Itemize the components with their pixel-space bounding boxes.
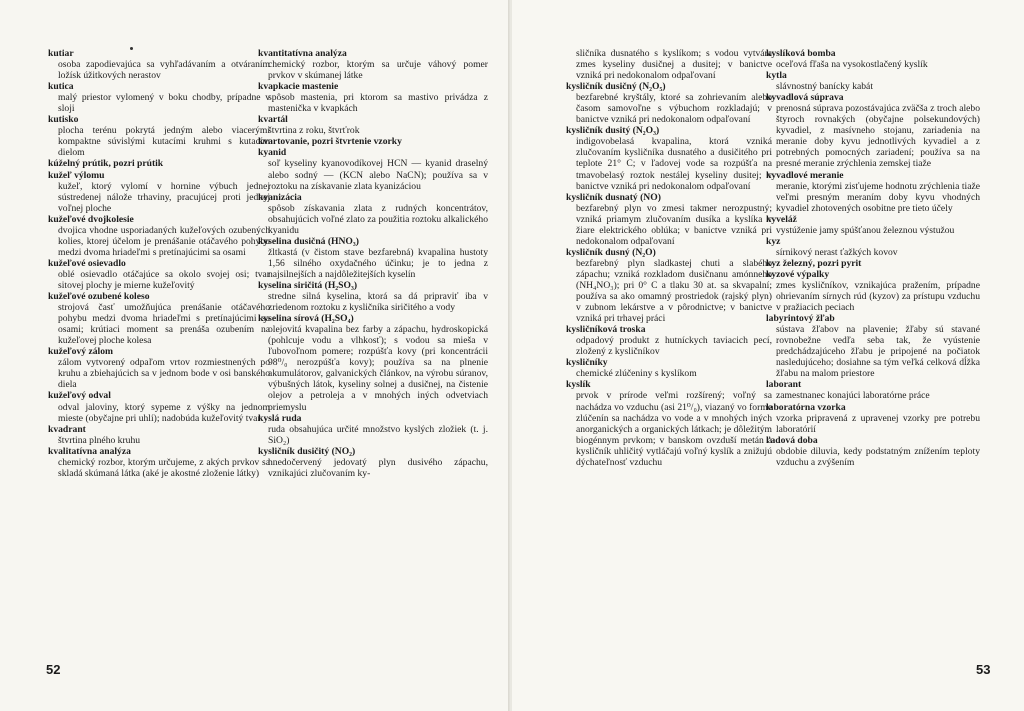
dictionary-entry [566,379,772,467]
entry-definition: soľ kyseliny kyanovodíkovej HCN — kyanid draselný alebo sodný — (KCN alebo NaCN); používa sa v roztoku na získavanie zlata kyanizáciou [268,158,488,192]
dictionary-entry [258,114,488,136]
entry-definition: hnedočervený jedovatý plyn dusivého zápachu, vznikajúci zlučovaním ky- [268,456,488,479]
entry-headword: kysličník dusičitý (NO₂) [258,445,356,457]
dictionary-entry [766,170,980,214]
dictionary-entry [566,247,772,324]
entry-definition: stredne silná kyselina, ktorá sa dá pripraviť iba v zriedenom roztoku z kysličníka siričitého a vody [268,291,488,314]
entry-definition: bezfarebné kryštály, ktoré sa zohrievaním alebo časom samovoľne s výbuchom rozkladajú; v banictve vzniká pri nedokonalom odpaľovaní [576,92,772,126]
entry-headword: kysličník dusitý (N₂O₃) [566,125,660,137]
entry-definition: štvrtina plného kruhu [58,434,141,446]
entry-definition: kužeľ, ktorý vylomí v hornine výbuch jednej sústredenej nálože trhaviny, pracujúcej proti jednej voľnej ploche [58,180,270,214]
dictionary-entry [258,313,488,412]
dictionary-entry [48,258,270,291]
entry-definition: bezfarebný plyn sladkastej chuti a slabého zápachu; vzniká rozkladom dusičnanu amónneho (NH₄NO₃); pri 0° C a tlaku 30 at. sa skvapalní; používa sa ako omamný prostriedok (rajský plyn) v zubnom lekárstve a v pôrodnictve; v banictve vzniká pri trhavej práci [576,257,772,325]
entry-definition: indigovobelasá kvapalina, ktorá vzniká zlučovaním kysličníka dusnatého a dusičitého pri teplote 21° C; v ľadovej vode sa rozpúšťa na tmavobelasý roztok nestálej kyseliny dusitej; v banictve vzniká pri nedokonalom odpaľovaní [576,136,772,192]
entry-definition: vystúženie jamy spúšťanou železnou výstužou [776,224,955,236]
column-3 [566,48,772,468]
entry-definition: osoba zapodievajúca sa vyhľadávaním a otváraním ložísk úžitkových nerastov [58,59,270,82]
entry-definition: štvrtina z roku, štvrťrok [268,125,360,137]
entry-headword: kvapkacie mastenie [258,81,339,93]
entry-headword: kutiar [48,48,74,59]
entry-definition: odval jaloviny, ktorý sypeme z výšky na jednom mieste (obyčajne pri uhlí); nadobúda kužeľovitý tvar [58,401,270,424]
dictionary-entry [48,214,270,258]
entry-headword: kutisko [48,114,79,126]
dictionary-entry [48,170,270,214]
dictionary-entry [258,446,488,479]
dictionary-entry [566,324,772,357]
dictionary-entry [48,346,270,390]
entry-definition: ruda obsahujúca určité množstvo kyslých zložiek (t. j. SiO₂) [268,423,488,446]
entry-definition: sličníka dusnatého s kyslíkom; s vodou vytvára zmes kyseliny dusičnej a dusitej; v banictve vzniká pri nedokonalom odpaľovaní [576,48,772,82]
dictionary-entry [566,125,772,191]
dictionary-entry [258,192,488,236]
entry-definition: vzorka pripravená z upravenej vzorky pre potrebu laboratórií [776,412,980,435]
entry-headword: kutica [48,81,74,93]
column-2 [258,48,488,479]
entry-headword: kyselina dusičná (HNO₃) [258,235,359,247]
column-1 [48,48,270,479]
entry-definition: dvojica vhodne usporiadaných kužeľových ozubených kolies, ktorej účelom je prenášanie otáčavého pohybu medzi dvoma hriadeľmi s pretínajúcimi sa osami [58,224,270,258]
dictionary-entry [48,158,270,169]
entry-definition: oblé osievadlo otáčajúce sa okolo svojej osi; tvar sitovej plochy je mierne kužeľovitý [58,268,270,291]
entry-definition: oceľová fľaša na vysokostlačený kyslík [776,59,928,71]
dictionary-entry [258,236,488,280]
dictionary-entry [766,70,980,92]
entry-headword: kysličník dusičný (N₂O₅) [566,81,666,93]
entry-definition: meranie, ktorými zisťujeme hodnotu zrýchlenia tiaže veľmi presným meraním doby kyvu vhodných kyvadiel zhotovených osobitne pre tieto účely [776,180,980,214]
entry-definition: plocha terénu pokrytá jedným alebo viacerými kompaktne súvislými kutacími kruhmi s kutacím dielom [58,125,270,159]
entry-headword: kyslík [566,379,591,391]
entry-definition: malý priestor vylomený v boku chodby, prípadne v sloji [58,92,270,115]
entry-definition: zálom vytvorený odpaľom vrtov rozmiestnených po kruhu a zbiehajúcich sa v jednom bode v osi banského diela [58,357,270,391]
entry-headword: kyslíková bomba [766,48,836,59]
dictionary-entry [766,236,980,258]
entry-headword: laborant [766,379,802,391]
dictionary-entry [258,48,488,81]
dictionary-entry [258,136,488,147]
entry-headword: kužeľové ozubené koleso [48,291,150,303]
entry-definition: spôsob mastenia, pri ktorom sa mastivo privádza z mastenička v kvapkách [268,92,488,115]
entry-headword: kyz [766,235,781,247]
dictionary-entry [566,81,772,125]
entry-definition: zamestnanec konajúci laboratórne práce [776,390,930,402]
entry-headword: kyanizácia [258,191,302,203]
dictionary-entry [766,379,980,401]
entry-headword: kyveláž [766,213,797,225]
dictionary-entry [48,390,270,423]
dictionary-entry [566,357,772,379]
entry-definition: zmes kysličníkov, vznikajúca pražením, prípadne ohrievaním sírnych rúd (kyzov) za prístupu vzduchu v pražiacich peciach [776,279,980,314]
dictionary-entry [566,192,772,247]
dictionary-entry [258,81,488,114]
dictionary-entry [48,446,270,479]
page-number-right: 53 [976,662,991,677]
dictionary-entry [48,291,270,346]
dictionary-entry [48,114,270,158]
dictionary-entry [566,48,772,81]
dictionary-entry [48,48,270,81]
entry-headword: kvartovanie, pozri štvrtenie vzorky [258,136,402,148]
entry-definition: prvok v prírode veľmi rozšírený; voľný sa nachádza vo vzduchu (asi 21⁰/₀), viazaný vo forme zlúčenín sa nachádza vo vode a v mnohých iných anorganických a organických látkach; je dôležitým biogénnym prvkom; v banskom ovzduší metán a kysličník uhličitý vytláčajú voľný kyslík a znižujú dýchateľnosť vzduchu [576,390,772,468]
entry-definition: olejovitá kvapalina bez farby a zápachu, hydroskopická (pohlcuje vodu a vlhkosť); s vodou sa mieša v ľubovoľnom pomere; rozpúšťa kovy (pri koncentrácii 98⁰/₀ nerozpúšťa kovy); používa sa na plnenie akumulátorov, galvanických článkov, na výrobu súranov, výbušných látok, kyseliny solnej a dusičnej, na čistenie olejov a petroleja a v mnohých iných odvetviach priemyslu [268,324,488,413]
dictionary-entry [766,48,980,70]
entry-headword: ľadová doba [766,434,818,446]
entry-headword: kysličníky [566,357,608,369]
entry-headword: kysličník dusnatý (NO) [566,191,661,203]
entry-definition: odpadový produkt z hutníckych taviacich pecí, zložený z kysličníkov [576,335,772,358]
dictionary-entry [258,280,488,313]
entry-definition: bezfarebný plyn vo zmesi takmer nerozpustný; vzniká priamym zlučovaním dusíka a kyslíka v žiare elektrického oblúka; v banictve vzniká pri nedokonalom odpaľovaní [576,202,772,247]
entry-definition: prenosná súprava pozostávajúca zväčša z troch alebo štyroch rovnakých (obyčajne polsekundových) kyvadiel, z masívneho stojanu, zariadenia na meranie doby kyvu jednotlivých kyvadiel a z potrebných pomocných zariadení; používa sa na presné meranie zrýchlenia zemskej tiaže [776,103,980,170]
dictionary-entry [258,147,488,191]
entry-headword: kužeľový odval [48,390,111,402]
entry-definition: obdobie diluvia, kedy podstatným znížením teploty vzduchu a zvýšením [776,445,980,468]
dictionary-entry [766,214,980,236]
entry-headword: kyanid [258,147,287,159]
entry-definition: chemický rozbor, ktorým určujeme, z akých prvkov sa skladá skúmaná látka (aké je akostné zloženie látky) [58,456,270,479]
entry-headword: kyvadlové meranie [766,169,844,181]
left-page [0,0,510,711]
entry-definition: žltkastá (v čistom stave bezfarebná) kvapalina hustoty 1,56 silného oxydačného účinku; je to jedna z najsilnejších a najdôležitejších kyselín [268,246,488,280]
entry-headword: kytla [766,70,787,82]
dictionary-entry [766,402,980,435]
dictionary-entry [766,269,980,313]
entry-headword: laboratórna vzorka [766,401,846,413]
entry-headword: kužeľové dvojkolesie [48,213,134,225]
dictionary-entry [766,435,980,468]
entry-definition: sírnikový nerast ťažkých kovov [776,246,898,258]
entry-headword: kvadrant [48,423,86,435]
entry-definition: slávnostný banícky kabát [776,81,873,93]
entry-headword: kyz železný, pozri pyrit [766,257,862,269]
dictionary-entry [766,258,980,269]
dictionary-entry [766,92,980,169]
entry-definition: strojová časť umožňujúca prenášanie otáčavého pohybu medzi dvoma hriadeľmi s pretínajúcimi sa osami; krútiaci moment sa prenáša ozubením na kužeľovej ploche kolesa [58,302,270,347]
entry-definition: chemické zlúčeniny s kyslíkom [576,368,697,380]
page-number-left: 52 [46,662,61,677]
entry-definition: sústava žľabov na plavenie; žľaby sú stavané rovnobežne vedľa seba tak, že vyústenie predchádzajúceho žľabu je pripojené na počiatok nasledujúceho; dosiahne sa tým veľká celková dĺžka žľabu na malom priestore [776,324,980,380]
entry-headword: kúželný prútik, pozri prútik [48,158,164,170]
entry-definition: chemický rozbor, ktorým sa určuje váhový pomer prvkov v skúmanej látke [268,59,488,82]
entry-headword: kysličník dusný (N₂O) [566,246,656,258]
dictionary-entry [48,424,270,446]
entry-headword: kužeľové osievadlo [48,257,126,269]
dictionary-entry [48,81,270,114]
dictionary-entry [258,413,488,446]
entry-headword: kvalitatívna analýza [48,445,131,457]
entry-headword: kyslá ruda [258,412,302,424]
entry-definition: spôsob získavania zlata z rudných koncentrátov, obsahujúcich voľné zlato za použitia roztoku alkalického kyanidu [268,202,488,236]
entry-headword: kvantitatívna analýza [258,48,347,59]
right-page [512,0,1024,711]
entry-headword: kyvadlová súprava [766,92,844,104]
entry-headword: kužeľ výlomu [48,169,105,181]
entry-headword: labyrintový žľab [766,313,835,325]
entry-headword: kysličníková troska [566,324,646,336]
entry-headword: kyselina sírová (H₂SO₄) [258,313,354,325]
dictionary-entry [766,313,980,379]
column-4 [766,48,980,468]
entry-headword: kvartál [258,114,288,126]
entry-headword: kyzové výpalky [766,268,830,280]
entry-headword: kyselina siričitá (H₂SO₃) [258,279,358,291]
entry-headword: kužeľový zálom [48,346,113,358]
